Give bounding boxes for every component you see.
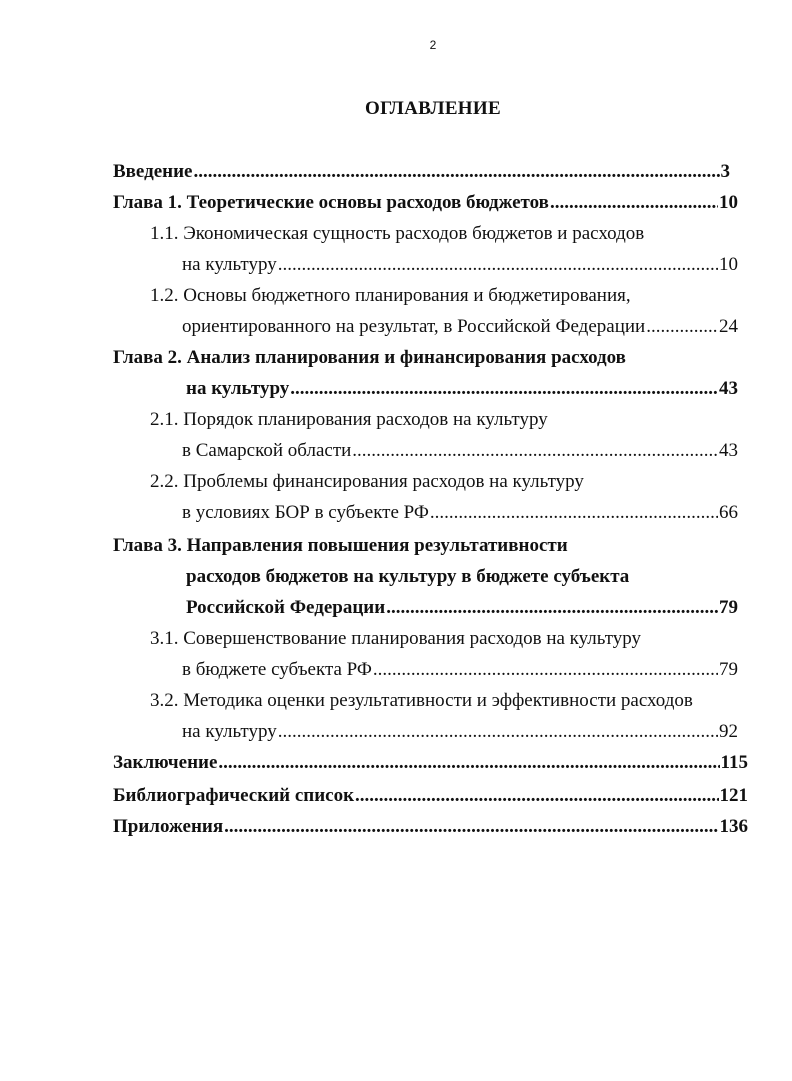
toc-page-number: 136 — [719, 816, 748, 837]
dot-leader — [646, 314, 718, 340]
toc-entry-chapter-3 — [186, 595, 738, 621]
toc-entry-title: Российской Федерации — [186, 597, 386, 618]
toc-entry-section-1-1 — [182, 252, 738, 278]
toc-page-number: 79 — [719, 659, 738, 680]
toc-entry-title: 1.1. Экономическая сущность расходов бюджетов и расходов — [150, 223, 645, 244]
toc-entry-title: на культуру — [182, 721, 277, 742]
dot-leader — [278, 719, 718, 745]
toc-entry-intro — [113, 159, 730, 185]
toc-entry-section-2-2-line1 — [150, 469, 710, 495]
dot-leader — [355, 783, 718, 809]
dot-leader — [290, 376, 718, 402]
toc-entry-section-1-1-line1 — [150, 221, 710, 247]
dot-leader — [194, 159, 720, 185]
toc-entry-title: 3.1. Совершенствование планирования расходов на культуру — [150, 628, 642, 649]
toc-page-number: 79 — [719, 597, 738, 618]
toc-entry-section-3-2-line1 — [150, 688, 730, 714]
toc-entry-title: 3.2. Методика оценки результативности и эффективности расходов — [150, 690, 693, 711]
toc-entry-section-3-1 — [182, 657, 738, 683]
toc-entry-chapter-2 — [186, 376, 738, 402]
toc-page-number: 92 — [719, 721, 738, 742]
toc-entry-title: на культуру — [182, 254, 277, 275]
dot-leader — [386, 595, 718, 621]
dot-leader — [278, 252, 718, 278]
toc-entry-title: Заключение — [113, 752, 218, 773]
toc-entry-section-3-1-line1 — [150, 626, 710, 652]
toc-entry-section-2-1 — [182, 438, 738, 464]
toc-entry-conclusion — [113, 750, 748, 776]
toc-entry-chapter-2-line1 — [113, 345, 733, 371]
dot-leader — [224, 814, 718, 840]
toc-entry-section-3-2 — [182, 719, 738, 745]
dot-leader — [352, 438, 718, 464]
toc-entry-title: Библиографический список — [113, 785, 355, 806]
toc-entry-chapter-1 — [113, 190, 738, 216]
toc-entry-title: 1.2. Основы бюджетного планирования и бюджетирования, — [150, 285, 631, 306]
toc-entry-section-1-2 — [182, 314, 738, 340]
toc-page-number: 3 — [720, 161, 730, 182]
toc-entry-title: в Самарской области — [182, 440, 352, 461]
toc-entry-title: 2.1. Порядок планирования расходов на культуру — [150, 409, 548, 430]
toc-page-number: 24 — [719, 316, 738, 337]
toc-entry-title: 2.2. Проблемы финансирования расходов на культуру — [150, 471, 584, 492]
dot-leader — [550, 190, 718, 216]
toc-entry-title: Приложения — [113, 816, 224, 837]
toc-entry-title: на культуру — [186, 378, 290, 399]
toc-entry-title: Глава 3. Направления повышения результативности — [113, 535, 568, 556]
dot-leader — [373, 657, 718, 683]
toc-entry-title: Введение — [113, 161, 193, 182]
toc-page-number: 43 — [719, 378, 738, 399]
toc-title: ОГЛАВЛЕНИЕ — [365, 98, 501, 119]
dot-leader — [218, 750, 719, 776]
toc-page-number: 10 — [719, 192, 738, 213]
page-number: 2 — [429, 38, 437, 52]
toc-page-number: 66 — [719, 502, 738, 523]
toc-entry-bibliography — [113, 783, 748, 809]
toc-entry-appendices — [113, 814, 748, 840]
toc-entry-section-2-1-line1 — [150, 407, 710, 433]
toc-entry-section-2-2 — [182, 500, 738, 526]
toc-entry-title: Глава 1. Теоретические основы расходов бюджетов — [113, 192, 549, 213]
toc-entry-chapter-3-line1 — [113, 533, 733, 559]
toc-entry-section-1-2-line1 — [150, 283, 710, 309]
toc-entry-title: Глава 2. Анализ планирования и финансирования расходов — [113, 347, 626, 368]
toc-entry-title: в условиях БОР в субъекте РФ — [182, 502, 429, 523]
toc-entry-title: расходов бюджетов на культуру в бюджете субъекта — [186, 566, 630, 587]
toc-entry-title: ориентированного на результат, в Российской Федерации — [182, 316, 646, 337]
toc-page-number: 121 — [719, 785, 748, 806]
toc-page-number: 115 — [720, 752, 748, 773]
toc-entry-chapter-3-line2 — [186, 564, 736, 590]
toc-page-number: 43 — [719, 440, 738, 461]
dot-leader — [430, 500, 718, 526]
toc-entry-title: в бюджете субъекта РФ — [182, 659, 372, 680]
toc-page-number: 10 — [719, 254, 738, 275]
